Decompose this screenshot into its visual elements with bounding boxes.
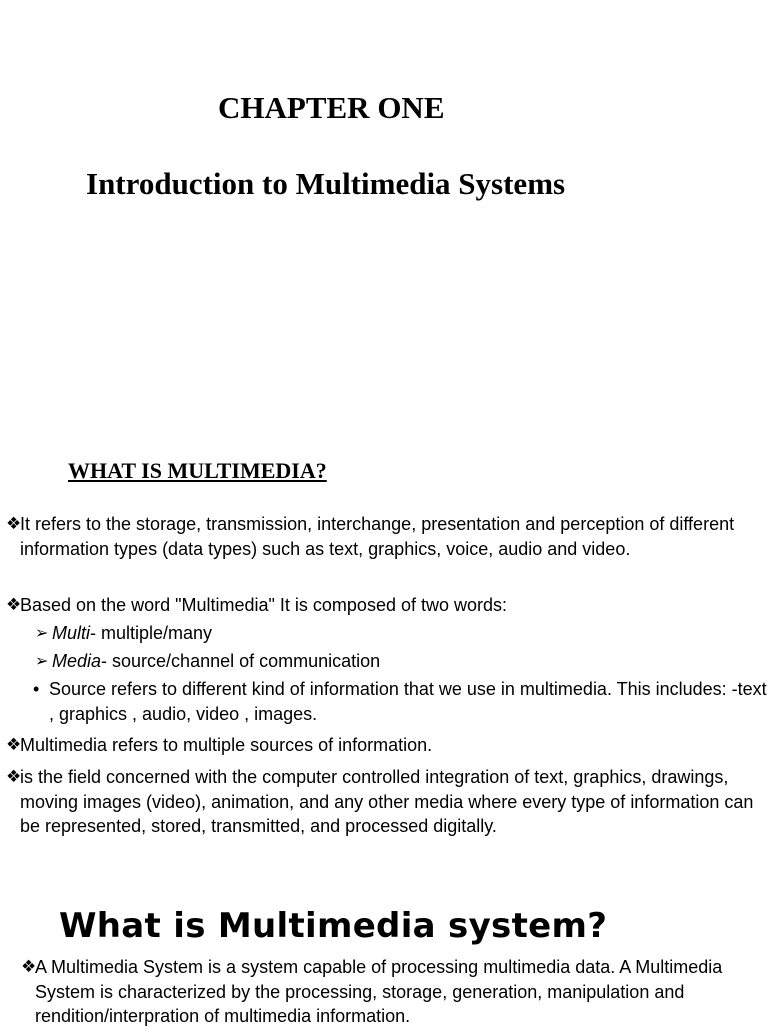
bullet-field-definition (6, 765, 760, 839)
bullet-text: is the field concerned with the computer controlled integration of text, graphics, drawings, moving images (video), animation, and any other media where every type of information can be represented, stored, transmitted, and processed digitally. (20, 767, 754, 836)
diamond-bullet-icon: ❖ (6, 514, 22, 534)
term-media-definition: - source/channel of communication (101, 651, 381, 671)
chapter-title: CHAPTER ONE (218, 90, 445, 125)
term-multi: Multi (52, 623, 91, 643)
arrow-bullet-icon: ➢ (35, 623, 49, 642)
bullet-text: It refers to the storage, transmission, interchange, presentation and perception of different information types (data types) such as text, graphics, voice, audio and video. (20, 514, 735, 559)
bullet-text: A Multimedia System is a system capable of processing multimedia data. A Multimedia System is characterized by the processing, storage, generation, manipulation and rendition/interpration of multimedia information. (35, 957, 723, 1026)
bullet-definition (6, 512, 760, 561)
bullet-text: Multimedia refers to multiple sources of information. (20, 735, 433, 755)
bullet-text: Based on the word "Multimedia" It is composed of two words: (20, 595, 508, 615)
diamond-bullet-icon: ❖ (6, 595, 22, 615)
diamond-bullet-icon: ❖ (21, 957, 37, 977)
section-heading-multimedia-system: What is Multimedia system? (59, 906, 608, 946)
term-multi-definition: - multiple/many (90, 623, 213, 643)
section-heading-what-is-multimedia: WHAT IS MULTIMEDIA? (68, 458, 327, 483)
document-title: Introduction to Multimedia Systems (86, 166, 566, 201)
sub-item-media (35, 649, 381, 674)
bullet-system-definition (21, 955, 735, 1029)
diamond-bullet-icon: ❖ (6, 735, 22, 755)
arrow-bullet-icon: ➢ (35, 651, 49, 670)
term-media: Media (52, 651, 102, 671)
bullet-word-origin (6, 593, 760, 618)
dot-bullet-icon: • (33, 679, 40, 699)
bullet-multiple-sources (6, 733, 760, 758)
bullet-text: Source refers to different kind of information that we use in multimedia. This includes: -text , graphics , audio, video , images. (49, 679, 767, 724)
sub-item-source (33, 677, 768, 726)
sub-item-multi (35, 621, 213, 646)
diamond-bullet-icon: ❖ (6, 767, 22, 787)
